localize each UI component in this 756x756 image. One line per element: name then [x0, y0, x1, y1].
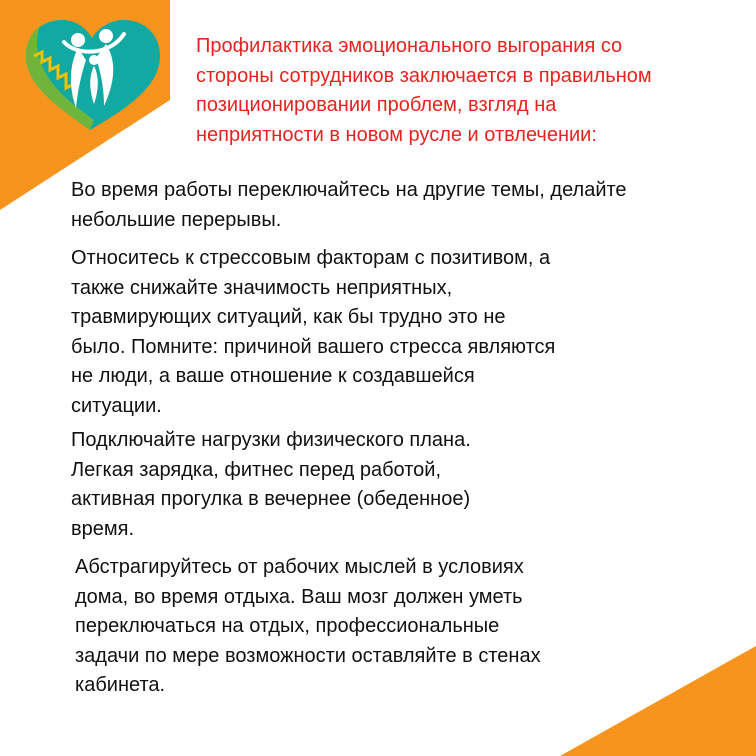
heart-family-logo-icon	[20, 12, 170, 137]
paragraph-line: время.	[71, 517, 135, 540]
bottom-right-orange-triangle	[560, 646, 756, 756]
paragraph-line: активная прогулка в вечернее (обеденное)	[71, 488, 471, 510]
paragraph-line: не люди, а ваше отношение к создавшейся	[71, 365, 475, 387]
paragraph-attitude	[71, 244, 555, 421]
paragraph-line: кабинета.	[75, 674, 166, 696]
paragraph-line: также снижайте значимость неприятных,	[71, 276, 453, 299]
paragraph-line: задачи по мере возможности оставляйте в стенах	[75, 644, 541, 667]
paragraph-line: травмирующих ситуаций, как бы трудно это не	[71, 306, 506, 328]
paragraph-line: Абстрагируйтесь от рабочих мыслей в условиях	[75, 556, 524, 578]
heading-line: неприятности в новом русле и отвлечении:	[196, 123, 597, 146]
paragraph-physical-activity	[71, 426, 471, 544]
paragraph-line: небольшие перерывы.	[71, 208, 282, 231]
paragraph-breaks	[71, 176, 627, 235]
slide-heading	[196, 32, 736, 150]
logo-figure-head-right	[99, 29, 113, 43]
paragraph-line: Во время работы переключайтесь на другие темы, делайте	[71, 179, 627, 201]
heading-line: Профилактика эмоционального выгорания со	[196, 35, 623, 57]
paragraph-line: было. Помните: причиной вашего стресса являются	[71, 335, 556, 358]
paragraph-line: Относитесь к стрессовым факторам с позитивом, а	[71, 247, 551, 269]
paragraph-line: переключаться на отдых, профессиональные	[75, 615, 500, 637]
paragraph-line: Легкая зарядка, фитнес перед работой,	[71, 458, 442, 481]
paragraph-abstraction	[75, 553, 541, 701]
paragraph-line: Подключайте нагрузки физического плана.	[71, 429, 471, 451]
logo-figure-head-left	[71, 33, 85, 47]
heading-line: позиционировании проблем, взгляд на	[196, 94, 557, 116]
heading-line: стороны сотрудников заключается в правильном	[196, 64, 652, 87]
paragraph-line: ситуации.	[71, 394, 162, 417]
paragraph-line: дома, во время отдыха. Ваш мозг должен уметь	[75, 585, 523, 608]
